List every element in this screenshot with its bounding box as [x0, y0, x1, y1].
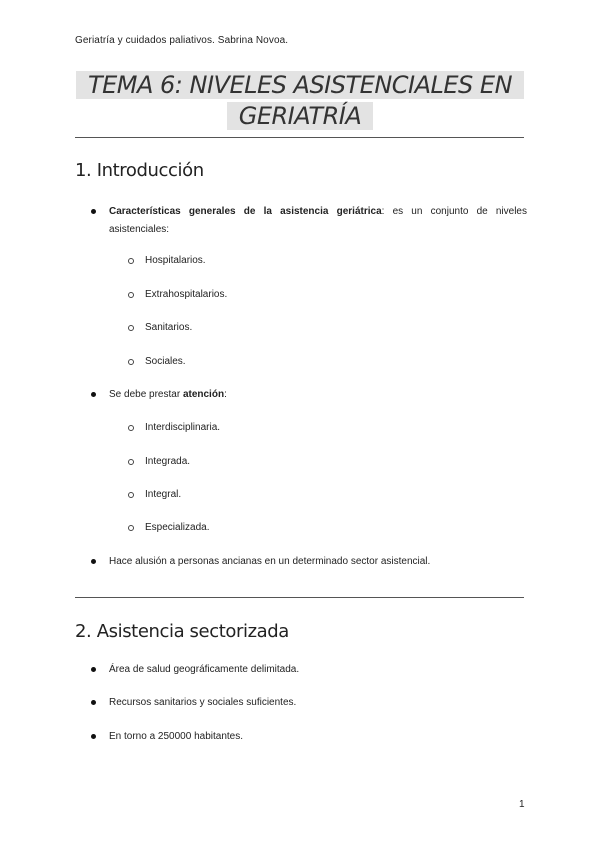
sub-list-item-text: Extrahospitalarios.: [145, 289, 228, 300]
list-item-rest: : es un conjunto de niveles asistenciales:: [109, 206, 527, 235]
section-heading-asistencia-sectorizada: 2. Asistencia sectorizada: [75, 621, 289, 642]
bullet-dot: [91, 667, 96, 672]
sub-list-item-text: Especializada.: [145, 522, 210, 533]
circle-bullet-icon: [128, 425, 134, 431]
circle-bullet-icon: [128, 525, 134, 531]
sub-list-item-text: Sanitarios.: [145, 322, 193, 333]
list-item-rest: :: [224, 389, 227, 400]
sub-list-item-text: Interdisciplinaria.: [145, 422, 221, 433]
bold-term: atención: [182, 389, 225, 400]
divider-top: [75, 137, 524, 138]
divider-middle: [75, 597, 524, 598]
document-title: [75, 70, 525, 132]
circle-bullet-icon: [128, 325, 134, 331]
list-item-text: Recursos sanitarios y sociales suficientes.: [109, 697, 297, 708]
bullet-dot: [91, 392, 96, 397]
title-text: [76, 71, 524, 130]
sub-list-item-text: Hospitalarios.: [145, 255, 206, 266]
list-item-text: [109, 386, 227, 404]
sub-list-item-text: Integrada.: [145, 456, 191, 467]
sub-list-item-text: Integral.: [145, 489, 182, 500]
circle-bullet-icon: [128, 292, 134, 298]
list-item-text: Hace alusión a personas ancianas en un determinado sector asistencial.: [109, 556, 431, 567]
circle-bullet-icon: [128, 359, 134, 365]
circle-bullet-icon: [128, 459, 134, 465]
circle-bullet-icon: [128, 258, 134, 264]
section-heading-introduccion: 1. Introducción: [75, 160, 204, 181]
bullet-dot: [91, 734, 96, 739]
bullet-dot: [91, 209, 96, 214]
sub-list-item-text: Sociales.: [145, 356, 186, 367]
title-line-2: GERIATRÍA: [238, 102, 362, 130]
title-line-1: TEMA 6: NIVELES ASISTENCIALES EN: [87, 71, 513, 99]
circle-bullet-icon: [128, 492, 134, 498]
bold-term: Características generales de la asistencia geriátrica: [109, 206, 382, 217]
list-item-prefix: Se debe prestar: [109, 389, 183, 400]
page-header: Geriatría y cuidados paliativos. Sabrina Novoa.: [75, 35, 289, 46]
bullet-dot: [91, 559, 96, 564]
page-number: 1: [519, 799, 525, 810]
bullet-dot: [91, 700, 96, 705]
list-item-text: [109, 203, 527, 239]
list-item-text: Área de salud geográficamente delimitada.: [109, 664, 300, 675]
list-item-text: En torno a 250000 habitantes.: [109, 731, 243, 742]
